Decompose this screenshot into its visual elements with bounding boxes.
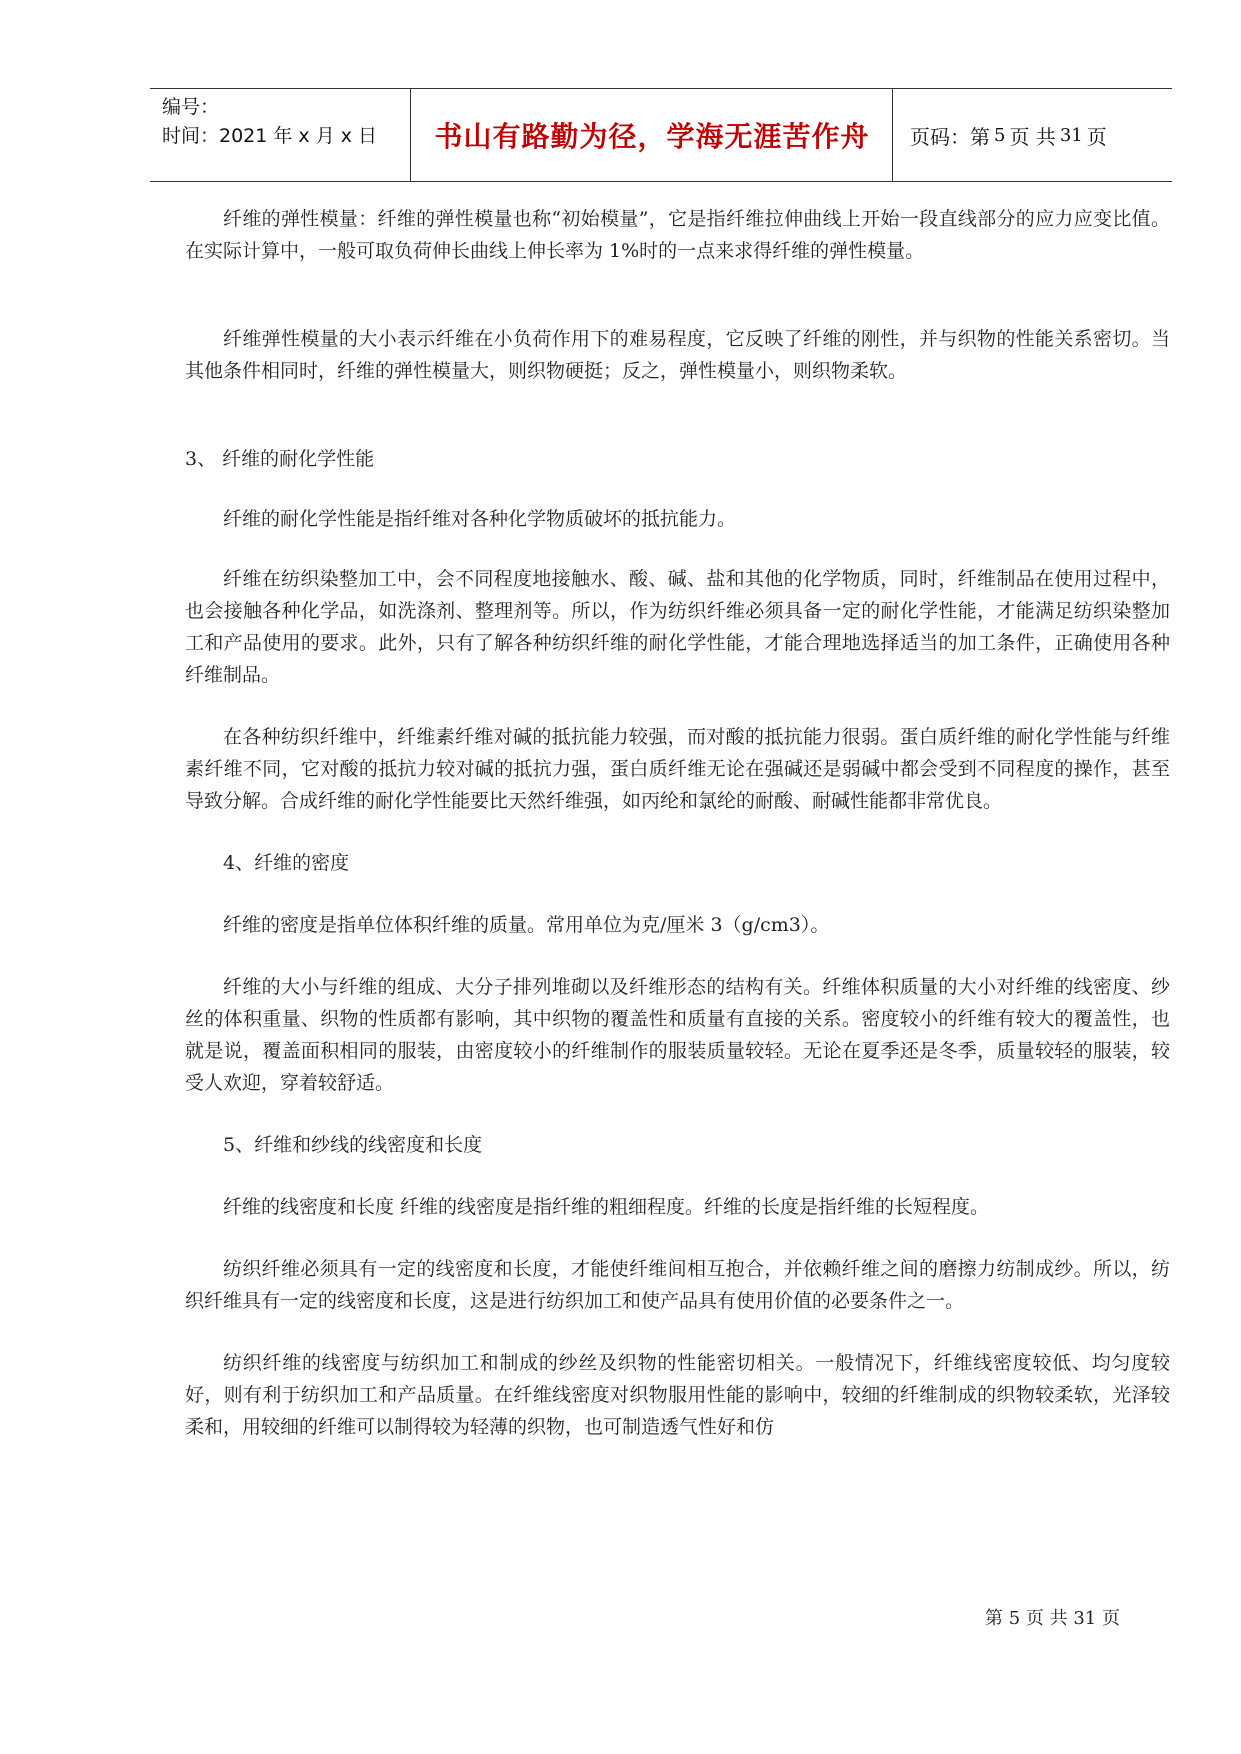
header-number: 编号： xyxy=(162,96,220,118)
page-suffix: 页 xyxy=(1086,124,1107,149)
page-footer: 第 5 页 共 31 页 xyxy=(985,1608,1120,1629)
paragraph: 纤维的大小与纤维的组成、大分子排列堆砌以及纤维形态的结构有关。纤维体积质量的大小对纤维的线密度、纱丝的体积重量、织物的性质都有影响，其中织物的覆盖性和质量有直接的关系。密度较小的纤维有较大的覆盖性，也就是说，覆盖面积相同的服装，由密度较小的纤维制作的服装质量较轻。无论在夏季还是冬季，质量较轻的服装，较受人欢迎，穿着较舒适。 xyxy=(185,976,1170,1094)
paragraph: 纤维的线密度和长度 纤维的线密度是指纤维的粗细程度。纤维的长度是指纤维的长短程度。 xyxy=(223,1196,990,1218)
paragraph: 纤维弹性模量的大小表示纤维在小负荷作用下的难易程度，它反映了纤维的刚性，并与织物的性能关系密切。当其他条件相同时，纤维的弹性模量大，则织物硬挺；反之，弹性模量小，则织物柔软。 xyxy=(185,328,1170,382)
header-page-info xyxy=(910,89,1107,181)
header-time: 时间：2021 年 x 月 x 日 xyxy=(162,125,378,147)
section-heading: 4、纤维的密度 xyxy=(223,852,350,874)
document-body xyxy=(185,203,1170,1443)
header-divider xyxy=(410,89,411,181)
section-heading: 3、 纤维的耐化学性能 xyxy=(185,448,375,470)
page-prefix: 页码：第 xyxy=(910,124,990,149)
paragraph: 纤维的耐化学性能是指纤维对各种化学物质破坏的抵抗能力。 xyxy=(223,508,737,530)
header-motto: 书山有路勤为径，学海无涯苦作舟 xyxy=(434,120,870,153)
paragraph: 纺织纤维必须具有一定的线密度和长度，才能使纤维间相互抱合，并依赖纤维之间的磨擦力纺制成纱。所以，纺织纤维具有一定的线密度和长度，这是进行纺织加工和使产品具有使用价值的必要条件之一。 xyxy=(185,1258,1170,1312)
header-divider xyxy=(892,89,893,181)
section-heading: 5、纤维和纱线的线密度和长度 xyxy=(223,1134,483,1156)
paragraph: 纤维在纺织染整加工中，会不同程度地接触水、酸、碱、盐和其他的化学物质，同时，纤维制品在使用过程中，也会接触各种化学品，如洗涤剂、整理剂等。所以，作为纺织纤维必须具备一定的耐化学性能，才能满足纺织染整加工和产品使用的要求。此外，只有了解各种纺织纤维的耐化学性能，才能合理地选择适当的加工条件，正确使用各种纤维制品。 xyxy=(185,568,1170,686)
page-current: 5 xyxy=(994,124,1006,146)
paragraph: 在各种纺织纤维中，纤维素纤维对碱的抵抗能力较强，而对酸的抵抗能力很弱。蛋白质纤维的耐化学性能与纤维素纤维不同，它对酸的抵抗力较对碱的抵抗力强，蛋白质纤维无论在强碱还是弱碱中都会受到不同程度的操作，甚至导致分解。合成纤维的耐化学性能要比天然纤维强，如丙纶和氯纶的耐酸、耐碱性能都非常优良。 xyxy=(185,726,1170,812)
page-total: 31 xyxy=(1059,124,1083,146)
paragraph: 纺织纤维的线密度与纺织加工和制成的纱丝及织物的性能密切相关。一般情况下，纤维线密度较低、均匀度较好，则有利于纺织加工和产品质量。在纤维线密度对织物服用性能的影响中，较细的纤维制成的织物较柔软，光泽较柔和，用较细的纤维可以制得较为轻薄的织物，也可制造透气性好和仿 xyxy=(185,1352,1170,1438)
paragraph: 纤维的弹性模量：纤维的弹性模量也称“初始模量”，它是指纤维拉伸曲线上开始一段直线部分的应力应变比值。在实际计算中，一般可取负荷伸长曲线上伸长率为 1%时的一点来求得纤维的弹性模量。 xyxy=(185,208,1170,262)
paragraph: 纤维的密度是指单位体积纤维的质量。常用单位为克/厘米 3（g/cm3）。 xyxy=(223,914,830,936)
page-mid: 页 共 xyxy=(1009,124,1056,149)
document-header xyxy=(150,88,1172,182)
